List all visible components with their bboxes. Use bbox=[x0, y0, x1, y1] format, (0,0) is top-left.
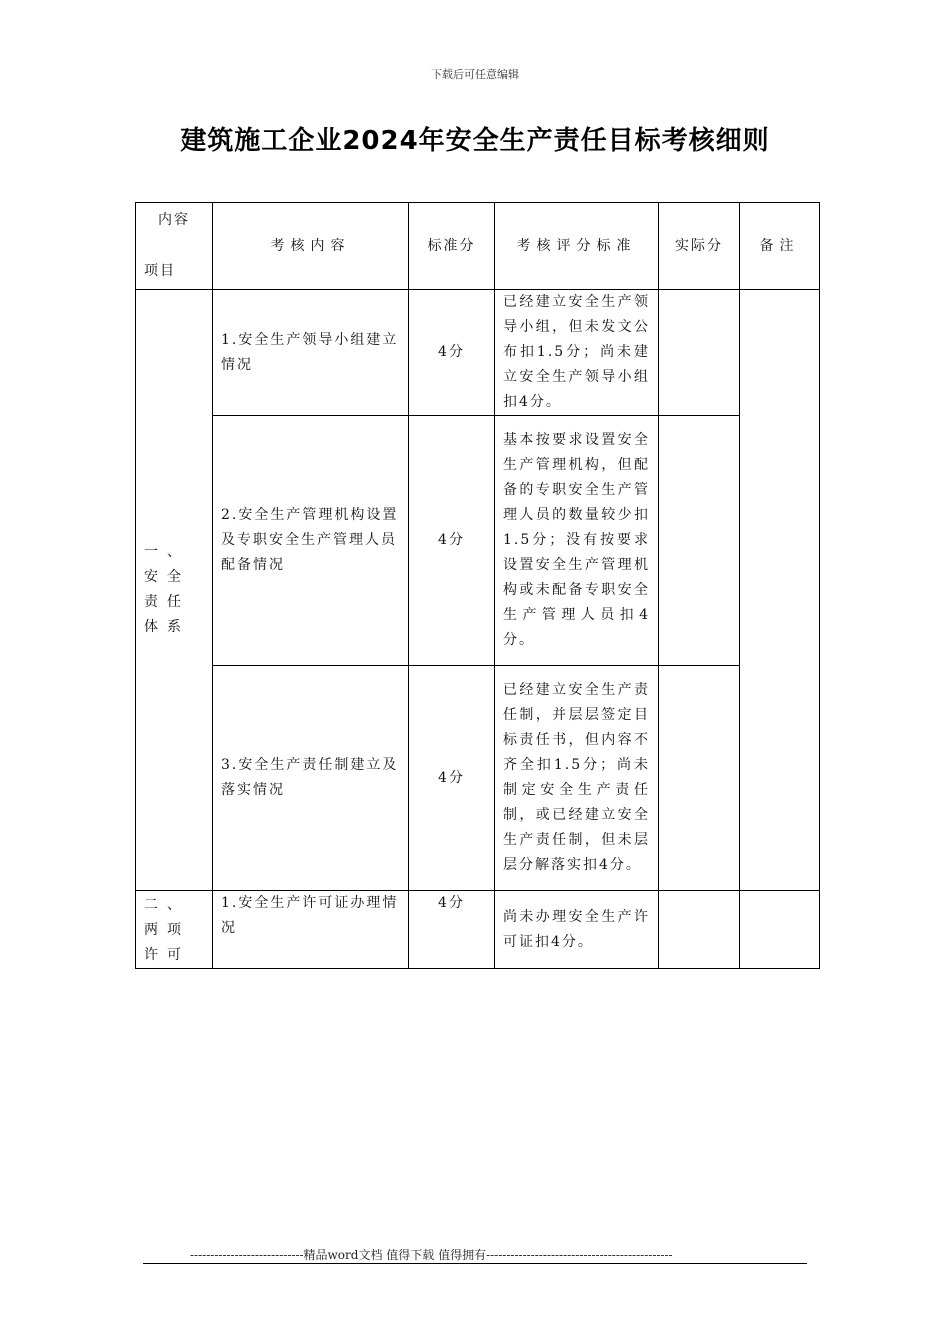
assessment-table bbox=[135, 202, 820, 969]
table-row bbox=[136, 666, 820, 891]
remark-cell bbox=[740, 891, 820, 969]
item-cell: 3.安全生产责任制建立及落实情况 bbox=[213, 666, 409, 891]
header-actual-score: 实际分 bbox=[659, 203, 740, 290]
item-cell: 2.安全生产管理机构设置及专职安全生产管理人员配备情况 bbox=[213, 416, 409, 666]
header-content: 考核内容 bbox=[213, 203, 409, 290]
header-criteria: 考核评分标准 bbox=[495, 203, 659, 290]
diagonal-header-cell bbox=[136, 203, 213, 290]
score-cell: 4分 bbox=[409, 891, 495, 969]
actual-score-cell bbox=[659, 416, 740, 666]
header-note: 下载后可任意编辑 bbox=[431, 68, 519, 81]
table-header-row bbox=[136, 203, 820, 290]
header-standard-score: 标准分 bbox=[409, 203, 495, 290]
criteria-cell: 已经建立安全生产领导小组，但未发文公布扣1.5分；尚未建立安全生产领导小组扣4分。 bbox=[495, 290, 659, 416]
category-cell: 一、安全责任体系 bbox=[136, 290, 213, 891]
table-row bbox=[136, 290, 820, 416]
criteria-cell: 已经建立安全生产责任制，并层层签定目标责任书，但内容不齐全扣1.5分；尚未制定安全生产责任制，或已经建立安全生产责任制，但未层层分解落实扣4分。 bbox=[495, 666, 659, 891]
category-cell: 二、两项许可 bbox=[136, 891, 213, 969]
footer-divider bbox=[143, 1263, 807, 1264]
item-cell: 1.安全生产领导小组建立情况 bbox=[213, 290, 409, 416]
footer-text: ----------------------------精品word文档 值得下载 值得拥有---------------------------------------------- bbox=[190, 1248, 673, 1262]
table-row bbox=[136, 891, 820, 969]
score-cell: 4分 bbox=[409, 290, 495, 416]
table-row bbox=[136, 416, 820, 666]
score-cell: 4分 bbox=[409, 416, 495, 666]
header-item-label: 项目 bbox=[144, 263, 176, 279]
header-content-label: 内容 bbox=[158, 212, 190, 228]
criteria-cell: 尚未办理安全生产许可证扣4分。 bbox=[495, 891, 659, 969]
actual-score-cell bbox=[659, 666, 740, 891]
score-cell: 4分 bbox=[409, 666, 495, 891]
document-title: 建筑施工企业2024年安全生产责任目标考核细则 bbox=[180, 126, 770, 156]
remark-cell bbox=[740, 290, 820, 891]
criteria-cell: 基本按要求设置安全生产管理机构，但配备的专职安全生产管理人员的数量较少扣1.5分；没有按要求设置安全生产管理机构或未配备专职安全生产管理人员扣4分。 bbox=[495, 416, 659, 666]
actual-score-cell bbox=[659, 891, 740, 969]
header-remark: 备注 bbox=[740, 203, 820, 290]
actual-score-cell bbox=[659, 290, 740, 416]
item-cell: 1.安全生产许可证办理情况 bbox=[213, 891, 409, 969]
